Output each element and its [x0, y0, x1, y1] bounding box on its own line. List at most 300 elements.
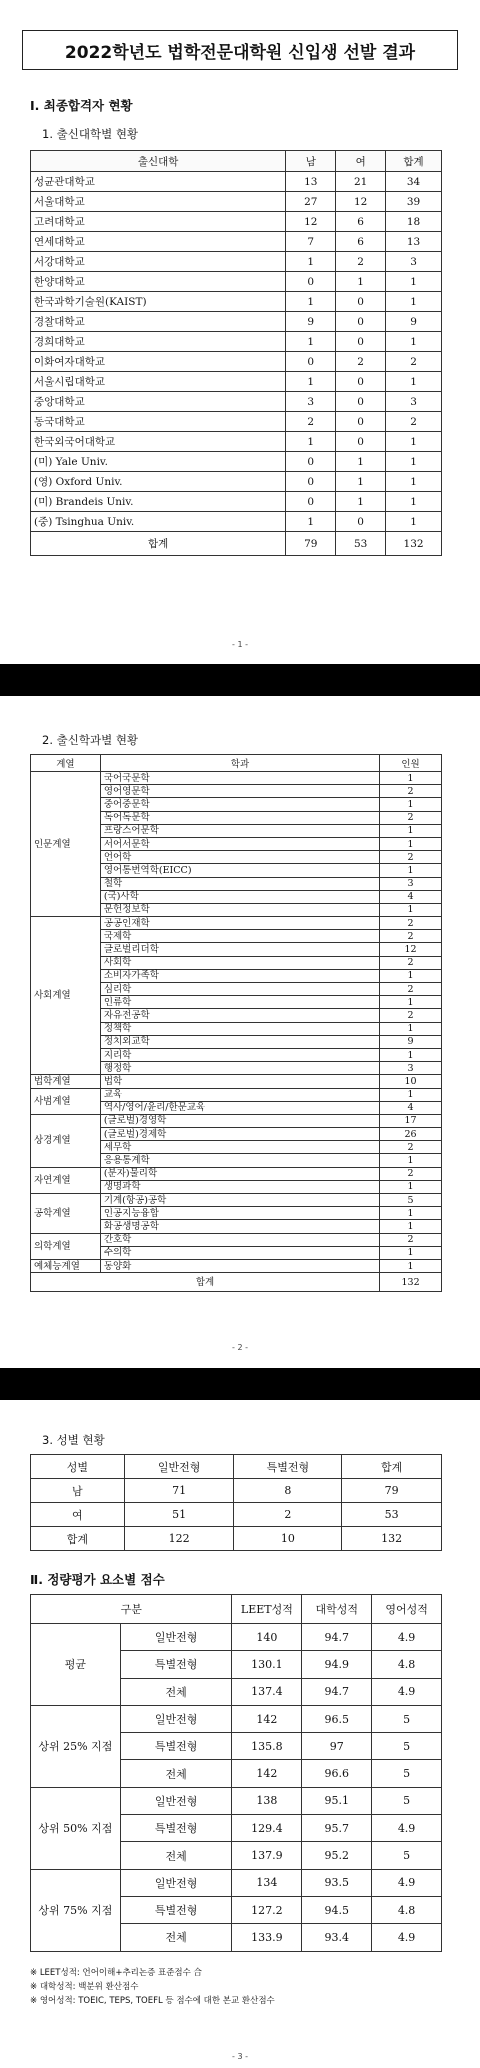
table-cell: 2: [380, 785, 442, 798]
table-cell: 0: [336, 412, 386, 432]
table-cell: 서강대학교: [31, 252, 286, 272]
table-cell: 교육: [100, 1088, 379, 1101]
table-cell: 1: [380, 772, 442, 785]
table-row: [31, 1503, 442, 1527]
table-cell: 1: [380, 969, 442, 982]
table-row: [31, 272, 442, 292]
table-cell: 공학계열: [31, 1194, 101, 1234]
table-row: [31, 212, 442, 232]
table-cell: 국제학: [100, 930, 379, 943]
score-table: [30, 1594, 442, 1952]
note-item: ※ 대학성적: 백분위 환산점수: [30, 1982, 139, 1992]
table-cell: 6: [336, 212, 386, 232]
table-cell: 동국대학교: [31, 412, 286, 432]
col-header: 합계: [342, 1455, 442, 1479]
table-cell: 1: [286, 512, 336, 532]
table-cell: 4: [380, 890, 442, 903]
table-cell: 특별전형: [120, 1651, 232, 1678]
table-cell: 역사/영어/윤리/한문교육: [100, 1101, 379, 1114]
col-header: 여: [336, 151, 386, 172]
table-cell: 5: [372, 1842, 442, 1869]
table-cell: 여: [31, 1503, 125, 1527]
table-cell: 0: [336, 392, 386, 412]
table-row: [31, 232, 442, 252]
table-cell: 중앙대학교: [31, 392, 286, 412]
table-cell: 1: [380, 1207, 442, 1220]
table-cell: 특별전형: [120, 1896, 232, 1923]
table-cell: 2: [380, 983, 442, 996]
table-cell: 0: [336, 312, 386, 332]
page-1: [0, 0, 480, 664]
table-row: [31, 412, 442, 432]
table-cell: 법학: [100, 1075, 379, 1088]
table-cell: 94.7: [302, 1624, 372, 1651]
table-row: [31, 372, 442, 392]
table-cell: 전체: [120, 1924, 232, 1951]
table-cell: 95.7: [302, 1815, 372, 1842]
table-cell: 상경계열: [31, 1114, 101, 1167]
table-row: [31, 1705, 442, 1732]
table-cell: 3: [386, 252, 442, 272]
table-cell: 135.8: [232, 1733, 302, 1760]
table-row: [31, 1167, 442, 1180]
table-row: [31, 1787, 442, 1814]
table-cell: 서울시립대학교: [31, 372, 286, 392]
table-cell: 1: [380, 1154, 442, 1167]
table-cell: 독어독문학: [100, 811, 379, 824]
table-row: [31, 292, 442, 312]
gender-table: [30, 1454, 442, 1551]
table-row: [31, 1233, 442, 1246]
table-cell: 1: [286, 292, 336, 312]
table-cell: 합계: [31, 1273, 380, 1292]
page-number: - 3 -: [232, 2052, 248, 2061]
table-cell: 2: [380, 1009, 442, 1022]
table-row: [31, 1869, 442, 1896]
table-cell: 정책학: [100, 1022, 379, 1035]
table-cell: 2: [336, 252, 386, 272]
table-cell: 26: [380, 1128, 442, 1141]
table-cell: 서울대학교: [31, 192, 286, 212]
table-cell: 4.9: [372, 1815, 442, 1842]
table-cell: (글로벌)경영학: [100, 1114, 379, 1127]
table-cell: 국어국문학: [100, 772, 379, 785]
table-cell: 일반전형: [120, 1624, 232, 1651]
table-row: [31, 312, 442, 332]
table-row: [31, 392, 442, 412]
section-2-heading: Ⅱ. 정량평가 요소별 점수: [30, 1572, 165, 1587]
table-cell: 소비자가족학: [100, 969, 379, 982]
table-cell: 94.9: [302, 1651, 372, 1678]
major-table: [30, 754, 442, 1292]
table-cell: 1: [380, 903, 442, 916]
table-cell: 철학: [100, 877, 379, 890]
table-row: [31, 1114, 442, 1127]
table-cell: 133.9: [232, 1924, 302, 1951]
table-cell: 94.5: [302, 1896, 372, 1923]
table-cell: 1: [286, 372, 336, 392]
table-cell: 2: [380, 851, 442, 864]
table-cell: 사회계열: [31, 917, 101, 1075]
page-number: - 2 -: [232, 1343, 248, 1352]
table-cell: 평균: [31, 1624, 121, 1706]
table-cell: 특별전형: [120, 1815, 232, 1842]
table-cell: 고려대학교: [31, 212, 286, 232]
table-cell: 합계: [31, 532, 286, 556]
total-row: [31, 1273, 442, 1292]
table-row: [31, 492, 442, 512]
table-cell: 응용통계학: [100, 1154, 379, 1167]
table-cell: 1: [336, 272, 386, 292]
table-cell: 영어통번역학(EICC): [100, 864, 379, 877]
table-cell: 2: [380, 930, 442, 943]
table-cell: 성균관대학교: [31, 172, 286, 192]
table-header-row: [31, 1595, 442, 1624]
section-1-heading: Ⅰ. 최종합격자 현황: [30, 98, 133, 113]
table-cell: 138: [232, 1787, 302, 1814]
table-cell: 96.6: [302, 1760, 372, 1787]
col-header: 성별: [31, 1455, 125, 1479]
table-cell: 전체: [120, 1760, 232, 1787]
table-cell: 12: [336, 192, 386, 212]
table-cell: 인류학: [100, 996, 379, 1009]
table-cell: 1: [380, 1246, 442, 1259]
table-cell: 4: [380, 1101, 442, 1114]
table-cell: 2: [234, 1503, 342, 1527]
table-cell: 6: [336, 232, 386, 252]
table-cell: 2: [386, 412, 442, 432]
table-header-row: [31, 755, 442, 772]
table-cell: 2: [380, 917, 442, 930]
table-cell: 특별전형: [120, 1733, 232, 1760]
table-cell: 인공지능융합: [100, 1207, 379, 1220]
table-row: [31, 1075, 442, 1088]
table-cell: 5: [372, 1705, 442, 1732]
table-cell: 자유전공학: [100, 1009, 379, 1022]
table-cell: 1: [386, 372, 442, 392]
table-cell: 130.1: [232, 1651, 302, 1678]
table-cell: 1: [336, 472, 386, 492]
table-cell: 행정학: [100, 1062, 379, 1075]
university-table: [30, 150, 442, 556]
col-header: 학과: [100, 755, 379, 772]
table-cell: 27: [286, 192, 336, 212]
table-cell: 수의학: [100, 1246, 379, 1259]
table-row: [31, 1527, 442, 1551]
table-cell: 상위 50% 지점: [31, 1787, 121, 1869]
table-cell: 5: [372, 1787, 442, 1814]
table-cell: 18: [386, 212, 442, 232]
table-cell: 서어서문학: [100, 837, 379, 850]
col-header: 특별전형: [234, 1455, 342, 1479]
table-cell: 중어중문학: [100, 798, 379, 811]
table-cell: 95.2: [302, 1842, 372, 1869]
table-cell: 79: [342, 1479, 442, 1503]
table-cell: 1: [286, 332, 336, 352]
subsection-2-heading: 2. 출신학과별 현황: [42, 733, 139, 747]
table-cell: 1: [380, 798, 442, 811]
page-gap: [0, 1368, 480, 1400]
note-item: ※ LEET성적: 언어이해+추리논증 표준점수 合: [30, 1968, 203, 1978]
table-cell: 13: [386, 232, 442, 252]
table-cell: 동양화: [100, 1259, 379, 1272]
page-gap: [0, 664, 480, 696]
table-cell: 경희대학교: [31, 332, 286, 352]
col-header: 구분: [31, 1595, 232, 1624]
table-cell: 한국외국어대학교: [31, 432, 286, 452]
table-cell: 1: [336, 452, 386, 472]
table-cell: 3: [380, 877, 442, 890]
table-cell: 51: [124, 1503, 234, 1527]
table-cell: 1: [386, 452, 442, 472]
table-cell: 문헌정보학: [100, 903, 379, 916]
table-header-row: [31, 1455, 442, 1479]
table-cell: 93.4: [302, 1924, 372, 1951]
table-cell: (글로벌)경제학: [100, 1128, 379, 1141]
table-cell: 8: [234, 1479, 342, 1503]
table-cell: 1: [386, 492, 442, 512]
table-cell: 1: [386, 472, 442, 492]
table-cell: 영어영문학: [100, 785, 379, 798]
table-cell: 1: [386, 332, 442, 352]
table-cell: 화공생명공학: [100, 1220, 379, 1233]
table-row: [31, 252, 442, 272]
table-cell: 프랑스어문학: [100, 824, 379, 837]
col-header: LEET성적: [232, 1595, 302, 1624]
table-cell: 1: [380, 1088, 442, 1101]
table-cell: 자연계열: [31, 1167, 101, 1193]
table-cell: 132: [380, 1273, 442, 1292]
table-cell: 1: [380, 1259, 442, 1272]
table-cell: 34: [386, 172, 442, 192]
table-cell: 생명과학: [100, 1180, 379, 1193]
table-cell: 4.8: [372, 1651, 442, 1678]
col-header: 합계: [386, 151, 442, 172]
table-cell: 53: [336, 532, 386, 556]
table-cell: 일반전형: [120, 1705, 232, 1732]
table-cell: 127.2: [232, 1896, 302, 1923]
table-cell: 2: [380, 956, 442, 969]
table-cell: 4.9: [372, 1924, 442, 1951]
table-cell: 5: [372, 1760, 442, 1787]
table-cell: 지리학: [100, 1048, 379, 1061]
table-cell: 일반전형: [120, 1787, 232, 1814]
table-cell: 1: [380, 1180, 442, 1193]
table-cell: 9: [380, 1035, 442, 1048]
table-cell: 합계: [31, 1527, 125, 1551]
table-cell: 연세대학교: [31, 232, 286, 252]
col-header: 대학성적: [302, 1595, 372, 1624]
table-cell: 5: [372, 1733, 442, 1760]
table-row: [31, 1088, 442, 1101]
table-cell: 1: [380, 864, 442, 877]
table-cell: 142: [232, 1705, 302, 1732]
table-cell: (국)사학: [100, 890, 379, 903]
table-cell: 4.9: [372, 1869, 442, 1896]
table-row: [31, 917, 442, 930]
table-cell: 0: [336, 372, 386, 392]
table-row: [31, 172, 442, 192]
table-cell: 1: [380, 996, 442, 1009]
table-cell: (중) Tsinghua Univ.: [31, 512, 286, 532]
table-cell: 1: [380, 824, 442, 837]
table-cell: 법학계열: [31, 1075, 101, 1088]
table-cell: 남: [31, 1479, 125, 1503]
col-header: 계열: [31, 755, 101, 772]
table-cell: 2: [380, 811, 442, 824]
subsection-3-heading: 3. 성별 현황: [42, 1433, 105, 1447]
table-cell: 142: [232, 1760, 302, 1787]
table-cell: 인문계열: [31, 772, 101, 917]
table-cell: 전체: [120, 1678, 232, 1705]
table-cell: 2: [380, 1167, 442, 1180]
table-cell: 137.4: [232, 1678, 302, 1705]
table-cell: 4.8: [372, 1896, 442, 1923]
table-cell: 96.5: [302, 1705, 372, 1732]
table-cell: 12: [380, 943, 442, 956]
table-cell: 1: [386, 512, 442, 532]
table-cell: (분자)물리학: [100, 1167, 379, 1180]
table-cell: 4.9: [372, 1678, 442, 1705]
table-cell: 39: [386, 192, 442, 212]
table-cell: 132: [386, 532, 442, 556]
table-cell: 94.7: [302, 1678, 372, 1705]
table-cell: 1: [286, 432, 336, 452]
table-cell: 132: [342, 1527, 442, 1551]
table-cell: 79: [286, 532, 336, 556]
table-row: [31, 332, 442, 352]
table-cell: 2: [286, 412, 336, 432]
table-cell: 기계(항공)공학: [100, 1194, 379, 1207]
table-cell: 공공인재학: [100, 917, 379, 930]
table-cell: 122: [124, 1527, 234, 1551]
table-cell: 4.9: [372, 1624, 442, 1651]
table-cell: 7: [286, 232, 336, 252]
table-cell: 9: [286, 312, 336, 332]
table-cell: 예체능계열: [31, 1259, 101, 1272]
table-cell: 전체: [120, 1842, 232, 1869]
table-cell: 사회학: [100, 956, 379, 969]
table-cell: (미) Brandeis Univ.: [31, 492, 286, 512]
table-cell: 10: [380, 1075, 442, 1088]
table-header-row: [31, 151, 442, 172]
table-cell: 1: [380, 1048, 442, 1061]
total-row: [31, 532, 442, 556]
table-cell: 0: [336, 292, 386, 312]
table-cell: 2: [336, 352, 386, 372]
table-cell: 97: [302, 1733, 372, 1760]
page-number: - 1 -: [232, 640, 248, 649]
table-cell: 사범계열: [31, 1088, 101, 1114]
table-row: [31, 512, 442, 532]
table-cell: 정치외교학: [100, 1035, 379, 1048]
table-cell: 95.1: [302, 1787, 372, 1814]
table-cell: 1: [380, 837, 442, 850]
table-cell: 3: [286, 392, 336, 412]
table-cell: 글로벌리더학: [100, 943, 379, 956]
table-cell: 2: [380, 1141, 442, 1154]
table-row: [31, 772, 442, 785]
table-row: [31, 432, 442, 452]
table-cell: 17: [380, 1114, 442, 1127]
table-cell: 1: [380, 1220, 442, 1233]
table-cell: 한양대학교: [31, 272, 286, 292]
table-row: [31, 472, 442, 492]
table-cell: 간호학: [100, 1233, 379, 1246]
table-cell: 세무학: [100, 1141, 379, 1154]
table-row: [31, 1194, 442, 1207]
table-cell: 1: [386, 292, 442, 312]
table-cell: 0: [336, 512, 386, 532]
table-cell: 21: [336, 172, 386, 192]
table-cell: 53: [342, 1503, 442, 1527]
table-cell: 140: [232, 1624, 302, 1651]
table-cell: 상위 75% 지점: [31, 1869, 121, 1951]
note-item: ※ 영어성적: TOEIC, TEPS, TOEFL 등 점수에 대한 본교 환산점수: [30, 1996, 275, 2006]
table-cell: 2: [380, 1233, 442, 1246]
table-row: [31, 352, 442, 372]
table-cell: 3: [380, 1062, 442, 1075]
notes: [30, 1966, 275, 2008]
table-cell: 12: [286, 212, 336, 232]
table-cell: 0: [286, 492, 336, 512]
table-cell: 1: [336, 492, 386, 512]
table-cell: 0: [286, 352, 336, 372]
table-cell: 1: [386, 432, 442, 452]
col-header: 일반전형: [124, 1455, 234, 1479]
table-cell: 심리학: [100, 983, 379, 996]
document-title: 2022학년도 법학전문대학원 신입생 선발 결과: [22, 30, 458, 70]
table-cell: 0: [286, 452, 336, 472]
table-cell: 1: [286, 252, 336, 272]
col-header: 남: [286, 151, 336, 172]
col-header: 인원: [380, 755, 442, 772]
table-cell: 일반전형: [120, 1869, 232, 1896]
table-cell: 경찰대학교: [31, 312, 286, 332]
table-cell: 3: [386, 392, 442, 412]
table-cell: 9: [386, 312, 442, 332]
table-cell: (영) Oxford Univ.: [31, 472, 286, 492]
table-cell: 한국과학기술원(KAIST): [31, 292, 286, 312]
table-row: [31, 452, 442, 472]
table-cell: 상위 25% 지점: [31, 1705, 121, 1787]
table-cell: 이화여자대학교: [31, 352, 286, 372]
table-row: [31, 1259, 442, 1272]
table-cell: 10: [234, 1527, 342, 1551]
table-cell: 129.4: [232, 1815, 302, 1842]
table-cell: 언어학: [100, 851, 379, 864]
table-cell: 93.5: [302, 1869, 372, 1896]
table-cell: 13: [286, 172, 336, 192]
subsection-1-heading: 1. 출신대학별 현황: [42, 127, 139, 141]
table-cell: 137.9: [232, 1842, 302, 1869]
table-row: [31, 192, 442, 212]
table-cell: 0: [286, 272, 336, 292]
table-cell: 5: [380, 1194, 442, 1207]
table-cell: 의학계열: [31, 1233, 101, 1259]
table-cell: 1: [380, 1022, 442, 1035]
col-header: 출신대학: [31, 151, 286, 172]
table-cell: 2: [386, 352, 442, 372]
table-cell: 0: [286, 472, 336, 492]
table-cell: (미) Yale Univ.: [31, 452, 286, 472]
table-cell: 134: [232, 1869, 302, 1896]
table-cell: 71: [124, 1479, 234, 1503]
col-header: 영어성적: [372, 1595, 442, 1624]
table-cell: 0: [336, 332, 386, 352]
table-cell: 0: [336, 432, 386, 452]
table-row: [31, 1479, 442, 1503]
